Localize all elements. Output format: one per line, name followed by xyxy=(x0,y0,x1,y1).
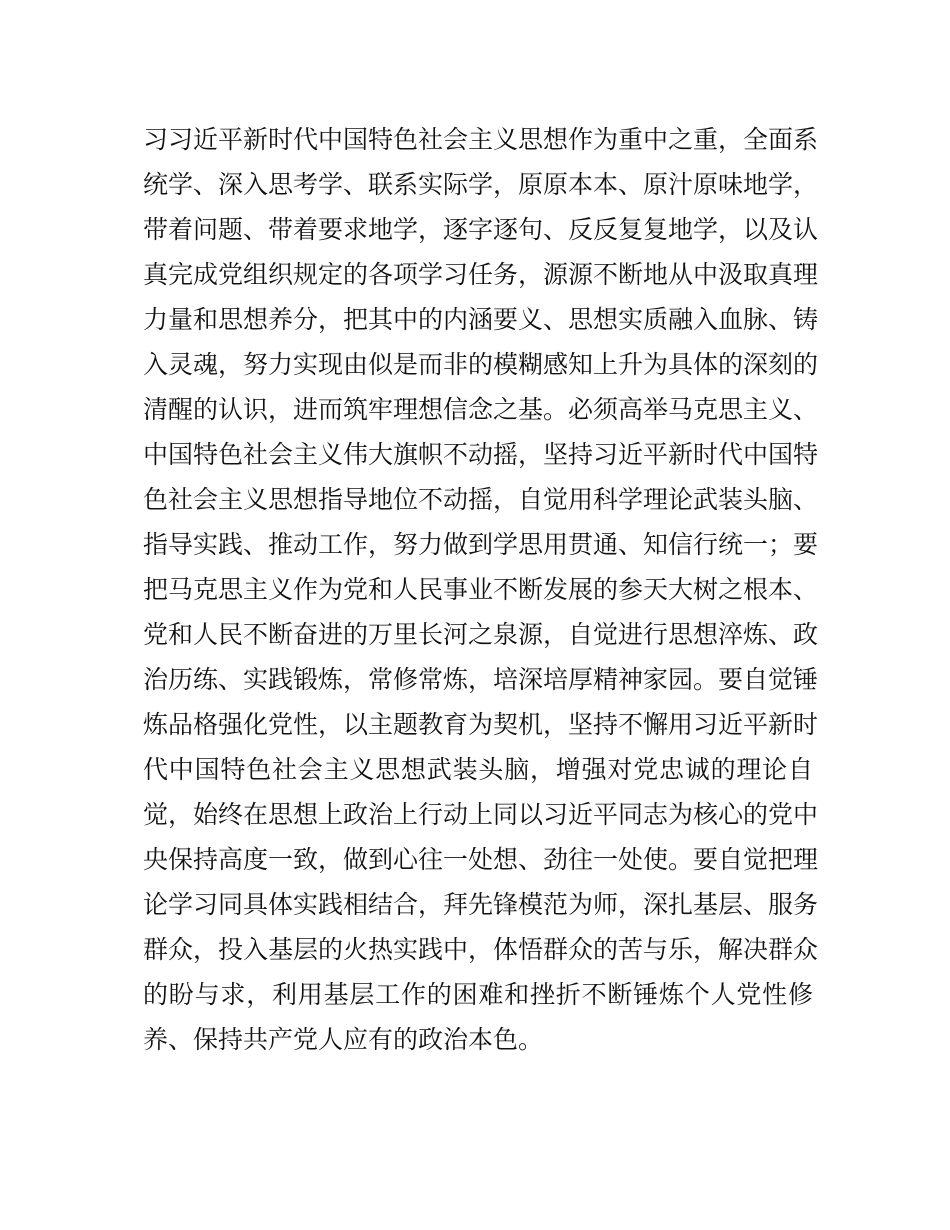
text-line-12: 党和人民不断奋进的万里长河之泉源，自觉进行思想淬炼、政 xyxy=(143,620,819,649)
body-paragraph xyxy=(143,117,819,1062)
text-line-5: 力量和思想养分，把其中的内涵要义、思想实质融入血脉、铸 xyxy=(143,305,819,334)
text-line-18: 论学习同具体实践相结合，拜先锋模范为师，深扎基层、服务 xyxy=(143,890,819,919)
text-line-6: 入灵魂，努力实现由似是而非的模糊感知上升为具体的深刻的 xyxy=(143,350,819,379)
text-line-7: 清醒的认识，进而筑牢理想信念之基。必须高举马克思主义、 xyxy=(143,395,819,424)
text-line-13: 治历练、实践锻炼，常修常炼，培深培厚精神家园。要自觉锤 xyxy=(143,665,819,694)
text-line-17: 央保持高度一致，做到心往一处想、劲往一处使。要自觉把理 xyxy=(143,845,819,874)
text-line-14: 炼品格强化党性，以主题教育为契机，坚持不懈用习近平新时 xyxy=(143,710,819,739)
text-line-11: 把马克思主义作为党和人民事业不断发展的参天大树之根本、 xyxy=(143,575,819,604)
text-line-21: 养、保持共产党人应有的政治本色。 xyxy=(143,1025,544,1054)
text-line-19: 群众，投入基层的火热实践中，体悟群众的苦与乐，解决群众 xyxy=(143,935,819,964)
text-line-10: 指导实践、推动工作，努力做到学思用贯通、知信行统一；要 xyxy=(143,530,819,559)
text-line-2: 统学、深入思考学、联系实际学，原原本本、原汁原味地学， xyxy=(143,170,819,199)
text-line-15: 代中国特色社会主义思想武装头脑，增强对党忠诚的理论自 xyxy=(143,755,813,784)
text-line-3: 带着问题、带着要求地学，逐字逐句、反反复复地学，以及认 xyxy=(143,215,819,244)
text-line-9: 色社会主义思想指导地位不动摇，自觉用科学理论武装头脑、 xyxy=(143,485,819,514)
text-line-20: 的盼与求，利用基层工作的困难和挫折不断锤炼个人党性修 xyxy=(143,980,813,1009)
text-line-16: 觉，始终在思想上政治上行动上同以习近平同志为核心的党中 xyxy=(143,800,819,829)
text-line-8: 中国特色社会主义伟大旗帜不动摇，坚持习近平新时代中国特 xyxy=(143,440,819,469)
text-line-4: 真完成党组织规定的各项学习任务，源源不断地从中汲取真理 xyxy=(143,260,819,289)
text-line-1: 习习近平新时代中国特色社会主义思想作为重中之重，全面系 xyxy=(143,125,819,154)
